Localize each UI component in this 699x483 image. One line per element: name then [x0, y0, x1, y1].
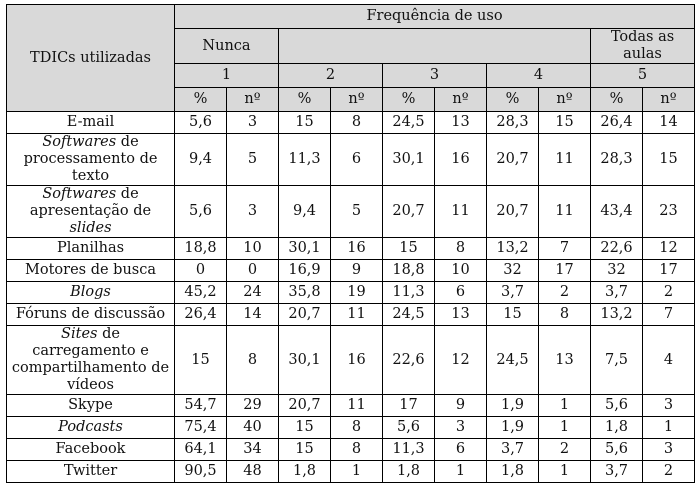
row-label-part: Sites [61, 326, 98, 342]
cell-n: 11 [539, 134, 591, 186]
cell-pct: 15 [487, 304, 539, 326]
cell-pct: 15 [383, 238, 435, 260]
cell-n: 6 [331, 134, 383, 186]
cell-n: 8 [227, 326, 279, 395]
cell-pct: 43,4 [591, 186, 643, 238]
row-label [7, 461, 175, 483]
cell-n: 14 [643, 112, 695, 134]
row-label-part: Planilhas [56, 240, 125, 256]
scale-number-5: 5 [591, 64, 695, 88]
row-label-part: Softwares [42, 186, 117, 202]
cell-pct: 5,6 [383, 417, 435, 439]
table-row [7, 417, 695, 439]
table-row [7, 439, 695, 461]
col-header-pct: % [279, 88, 331, 112]
row-label-part: de processamento de texto [23, 134, 158, 184]
cell-n: 8 [539, 304, 591, 326]
row-label [7, 395, 175, 417]
row-label [7, 439, 175, 461]
col-header-pct: % [591, 88, 643, 112]
cell-pct: 5,6 [175, 112, 227, 134]
cell-n: 11 [435, 186, 487, 238]
cell-n: 13 [435, 112, 487, 134]
cell-pct: 18,8 [383, 260, 435, 282]
cell-pct: 11,3 [383, 439, 435, 461]
cell-pct: 5,6 [175, 186, 227, 238]
cell-pct: 1,9 [487, 417, 539, 439]
col-header-pct: % [487, 88, 539, 112]
cell-pct: 1,8 [487, 461, 539, 483]
row-label [7, 417, 175, 439]
cell-pct: 28,3 [591, 134, 643, 186]
cell-n: 11 [539, 186, 591, 238]
cell-pct: 24,5 [487, 326, 539, 395]
cell-pct: 35,8 [279, 282, 331, 304]
cell-pct: 1,9 [487, 395, 539, 417]
row-label-part: Podcasts [58, 419, 123, 435]
cell-n: 10 [435, 260, 487, 282]
scale-number-4: 4 [487, 64, 591, 88]
cell-pct: 15 [175, 326, 227, 395]
col-header-pct: % [383, 88, 435, 112]
row-label [7, 260, 175, 282]
cell-n: 8 [435, 238, 487, 260]
cell-pct: 5,6 [591, 439, 643, 461]
cell-n: 0 [227, 260, 279, 282]
cell-n: 1 [539, 395, 591, 417]
cell-n: 9 [435, 395, 487, 417]
cell-n: 15 [539, 112, 591, 134]
cell-n: 7 [539, 238, 591, 260]
cell-n: 12 [435, 326, 487, 395]
row-label-part: Softwares [42, 134, 117, 150]
cell-n: 5 [227, 134, 279, 186]
cell-pct: 16,9 [279, 260, 331, 282]
cell-n: 29 [227, 395, 279, 417]
row-label-part: de apresentação de [29, 186, 152, 219]
row-label-part: E-mail [66, 114, 115, 130]
cell-n: 6 [435, 439, 487, 461]
cell-n: 1 [435, 461, 487, 483]
cell-n: 7 [643, 304, 695, 326]
cell-pct: 0 [175, 260, 227, 282]
cell-pct: 3,7 [591, 461, 643, 483]
cell-n: 1 [331, 461, 383, 483]
cell-pct: 54,7 [175, 395, 227, 417]
table-row [7, 134, 695, 186]
col-header-n: nº [227, 88, 279, 112]
cell-n: 15 [643, 134, 695, 186]
cell-n: 1 [539, 417, 591, 439]
cell-pct: 30,1 [383, 134, 435, 186]
cell-pct: 24,5 [383, 304, 435, 326]
row-label [7, 326, 175, 395]
scale-number-3: 3 [383, 64, 487, 88]
cell-n: 34 [227, 439, 279, 461]
row-label [7, 282, 175, 304]
row-label-part: de carregamento e compartilhamento de vídeos [11, 326, 170, 393]
cell-n: 4 [643, 326, 695, 395]
cell-pct: 3,7 [487, 439, 539, 461]
row-label-part: Skype [68, 397, 113, 413]
cell-n: 14 [227, 304, 279, 326]
cell-n: 8 [331, 112, 383, 134]
cell-n: 6 [435, 282, 487, 304]
cell-n: 2 [643, 461, 695, 483]
cell-n: 19 [331, 282, 383, 304]
cell-n: 2 [643, 282, 695, 304]
cell-pct: 20,7 [279, 304, 331, 326]
row-label-part: Twitter [63, 463, 118, 479]
cell-n: 3 [643, 439, 695, 461]
cell-pct: 45,2 [175, 282, 227, 304]
row-label [7, 304, 175, 326]
cell-n: 11 [331, 304, 383, 326]
cell-pct: 9,4 [279, 186, 331, 238]
col-header-pct: % [175, 88, 227, 112]
cell-pct: 32 [591, 260, 643, 282]
cell-pct: 22,6 [383, 326, 435, 395]
cell-pct: 11,3 [383, 282, 435, 304]
cell-n: 10 [227, 238, 279, 260]
cell-pct: 5,6 [591, 395, 643, 417]
cell-pct: 7,5 [591, 326, 643, 395]
cell-pct: 20,7 [383, 186, 435, 238]
cell-pct: 28,3 [487, 112, 539, 134]
scale-number-1: 1 [175, 64, 279, 88]
cell-n: 24 [227, 282, 279, 304]
row-label [7, 134, 175, 186]
col-header-n: nº [643, 88, 695, 112]
table-row [7, 112, 695, 134]
cell-pct: 20,7 [487, 186, 539, 238]
cell-pct: 3,7 [487, 282, 539, 304]
scale-label-5: Todas as aulas [591, 29, 695, 64]
cell-n: 9 [331, 260, 383, 282]
row-label-part: Motores de busca [25, 262, 156, 278]
cell-n: 3 [227, 186, 279, 238]
table-row [7, 186, 695, 238]
cell-n: 1 [643, 417, 695, 439]
cell-pct: 13,2 [487, 238, 539, 260]
cell-pct: 15 [279, 439, 331, 461]
cell-n: 13 [539, 326, 591, 395]
row-label-part: Fóruns de discussão [15, 306, 166, 322]
cell-pct: 15 [279, 417, 331, 439]
row-label [7, 112, 175, 134]
cell-pct: 90,5 [175, 461, 227, 483]
cell-pct: 22,6 [591, 238, 643, 260]
table-body [7, 112, 695, 483]
cell-n: 17 [643, 260, 695, 282]
row-label-part: Blogs [70, 284, 111, 300]
row-label [7, 238, 175, 260]
scale-number-2: 2 [279, 64, 383, 88]
row-label-part: slides [69, 220, 112, 236]
cell-n: 5 [331, 186, 383, 238]
cell-n: 11 [331, 395, 383, 417]
cell-pct: 30,1 [279, 326, 331, 395]
corner-header: TDICs utilizadas [7, 5, 175, 112]
cell-n: 16 [435, 134, 487, 186]
cell-pct: 20,7 [487, 134, 539, 186]
cell-n: 2 [539, 282, 591, 304]
cell-n: 2 [539, 439, 591, 461]
cell-pct: 26,4 [175, 304, 227, 326]
cell-n: 3 [435, 417, 487, 439]
table-row [7, 326, 695, 395]
cell-n: 16 [331, 326, 383, 395]
group-header: Frequência de uso [175, 5, 695, 29]
cell-n: 23 [643, 186, 695, 238]
cell-pct: 1,8 [383, 461, 435, 483]
table-row [7, 461, 695, 483]
cell-n: 48 [227, 461, 279, 483]
scale-label-1: Nunca [175, 29, 279, 64]
col-header-n: nº [539, 88, 591, 112]
usage-frequency-table [6, 4, 695, 483]
row-label [7, 186, 175, 238]
cell-pct: 64,1 [175, 439, 227, 461]
cell-n: 16 [331, 238, 383, 260]
cell-n: 8 [331, 439, 383, 461]
cell-pct: 17 [383, 395, 435, 417]
cell-n: 3 [643, 395, 695, 417]
cell-n: 12 [643, 238, 695, 260]
cell-pct: 1,8 [279, 461, 331, 483]
cell-n: 17 [539, 260, 591, 282]
cell-n: 13 [435, 304, 487, 326]
cell-pct: 1,8 [591, 417, 643, 439]
cell-pct: 20,7 [279, 395, 331, 417]
cell-pct: 26,4 [591, 112, 643, 134]
cell-pct: 15 [279, 112, 331, 134]
col-header-n: nº [331, 88, 383, 112]
cell-pct: 24,5 [383, 112, 435, 134]
cell-pct: 11,3 [279, 134, 331, 186]
cell-pct: 18,8 [175, 238, 227, 260]
table-row [7, 238, 695, 260]
table-row [7, 260, 695, 282]
table-row [7, 395, 695, 417]
cell-n: 1 [539, 461, 591, 483]
row-label-part: Facebook [55, 441, 126, 457]
cell-pct: 3,7 [591, 282, 643, 304]
table-row [7, 304, 695, 326]
table-container [6, 4, 694, 483]
cell-n: 3 [227, 112, 279, 134]
cell-pct: 30,1 [279, 238, 331, 260]
cell-pct: 75,4 [175, 417, 227, 439]
table-row [7, 282, 695, 304]
scale-label-mid [279, 29, 591, 64]
cell-pct: 32 [487, 260, 539, 282]
col-header-n: nº [435, 88, 487, 112]
cell-pct: 9,4 [175, 134, 227, 186]
cell-pct: 13,2 [591, 304, 643, 326]
cell-n: 40 [227, 417, 279, 439]
cell-n: 8 [331, 417, 383, 439]
